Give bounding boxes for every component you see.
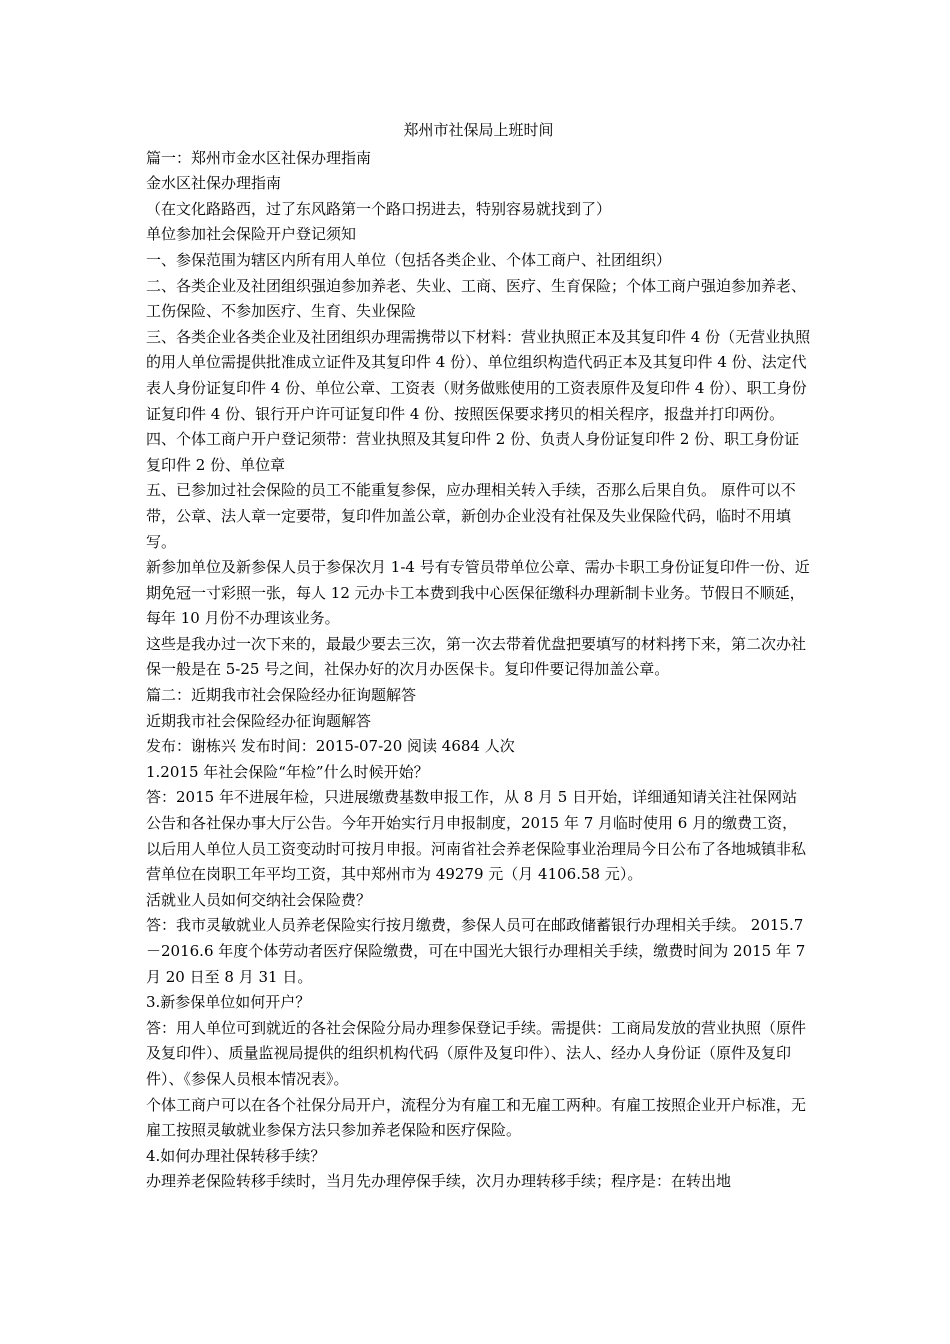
paragraph: 3.新参保单位如何开户？ (146, 993, 311, 1012)
paragraph: 三、各类企业各类企业及社团组织办理需携带以下材料：营业执照正本及其复印件 4 份（无营业执照的用人单位需提供批准成立证件及其复印件 4 份）、单位组织构造代码正本及其复印件 4 份、法定代表人身份证复印件 4 份、单位公章、工资表（财务做账使用的工资表原件及复印件 4 份）、职工身份证复印件 4 份、银行开户许可证复印件 4 份、按照医保要求拷贝的相关程序，报盘并打印两份。 (146, 327, 811, 423)
paragraph: 金水区社保办理指南 (146, 174, 282, 193)
document-title: 郑州市社保局上班时间 (403, 121, 554, 139)
document-body (146, 146, 811, 1195)
paragraph: 个体工商户可以在各个社保分局开户，流程分为有雇工和无雇工两种。有雇工按照企业开户标准，无雇工按照灵敏就业参保方法只参加养老保险和医疗保险。 (146, 1095, 807, 1140)
paragraph: 篇二：近期我市社会保险经办征询题解答 (146, 686, 417, 705)
paragraph: （在文化路路西，过了东风路第一个路口拐进去，特别容易就找到了） (146, 199, 612, 218)
paragraph: 答：我市灵敏就业人员养老保险实行按月缴费，参保人员可在邮政储蓄银行办理相关手续。 2015.7－2016.6 年度个体劳动者医疗保险缴费，可在中国光大银行办理相关手续，缴费时间为 2015 年 7 月 20 日至 8 月 31 日。 (146, 916, 806, 986)
paragraph: 一、参保范围为辖区内所有用人单位（包括各类企业、个体工商户、社团组织） (146, 250, 672, 269)
paragraph: 近期我市社会保险经办征询题解答 (146, 711, 372, 730)
paragraph: 4.如何办理社保转移手续？ (146, 1146, 326, 1165)
paragraph: 单位参加社会保险开户登记须知 (146, 225, 357, 244)
paragraph: 答：2015 年不进展年检，只进展缴费基数申报工作，从 8 月 5 日开始，详细通知请关注社保网站公告和各社保办事大厅公告。今年开始实行月申报制度，2015 年 7 月临时使用 6 月的缴费工资，以后用人单位人员工资变动时可按月申报。河南省社会养老保险事业治理局今日公布了各地城镇非私营单位在岗职工年平均工资，其中郑州市为 49279 元（月 4106.58 元）。 (146, 788, 807, 884)
paragraph: 1.2015 年社会保险“年检”什么时候开始？ (146, 762, 429, 781)
paragraph: 四、个体工商户开户登记须带：营业执照及其复印件 2 份、负责人身份证复印件 2 份、职工身份证复印件 2 份、单位章 (146, 430, 800, 474)
paragraph: 答：用人单位可到就近的各社会保险分局办理参保登记手续。需提供：工商局发放的营业执照（原件及复印件）、质量监视局提供的组织机构代码（原件及复印件）、法人、经办人身份证（原件及复印件）、《参保人员根本情况表》。 (146, 1018, 807, 1088)
document-page (146, 118, 811, 1195)
paragraph: 五、已参加过社会保险的员工不能重复参保，应办理相关转入手续，否那么后果自负。 原件可以不带，公章、法人章一定要带，复印件加盖公章，新创办企业没有社保及失业保险代码，临时不用填写。 (146, 481, 796, 551)
paragraph: 新参加单位及新参保人员于参保次月 1-4 号有专管员带单位公章、需办卡职工身份证复印件一份、近期免冠一寸彩照一张，每人 12 元办卡工本费到我中心医保征缴科办理新制卡业务。节假日不顺延，每年 10 月份不办理该业务。 (146, 558, 810, 628)
paragraph: 二、各类企业及社团组织强迫参加养老、失业、工商、医疗、生育保险；个体工商户强迫参加养老、工伤保险、不参加医疗、生育、失业保险 (146, 276, 807, 321)
paragraph: 活就业人员如何交纳社会保险费？ (146, 890, 372, 909)
paragraph: 发布：谢栋兴 发布时间：2015-07-20 阅读 4684 人次 (146, 737, 515, 756)
paragraph: 篇一：郑州市金水区社保办理指南 (146, 148, 372, 167)
paragraph: 办理养老保险转移手续时，当月先办理停保手续，次月办理转移手续；程序是：在转出地 (146, 1172, 732, 1191)
paragraph: 这些是我办过一次下来的，最最少要去三次，第一次去带着优盘把要填写的材料拷下来，第二次办社保一般是在 5-25 号之间，社保办好的次月办医保卡。复印件要记得加盖公章。 (146, 634, 807, 679)
